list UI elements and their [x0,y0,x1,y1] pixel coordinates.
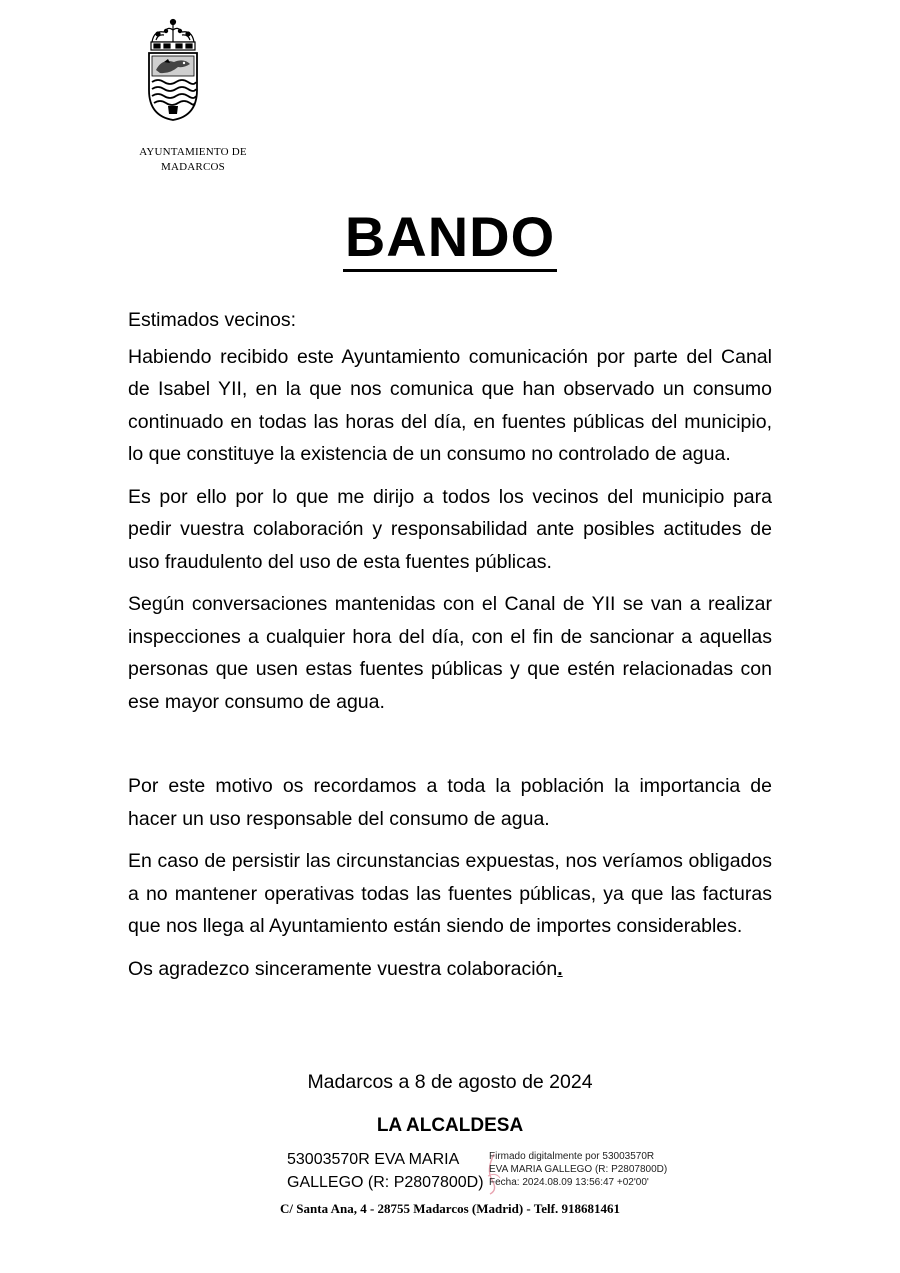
paragraph: Habiendo recibido este Ayuntamiento comunicación por parte del Canal de Isabel YII, en la que nos comunica que han observado un consumo continuado en todas las horas del día, en fuentes públicas del municipio, lo que constituye la existencia de un consumo no controlado de agua. [128,345,772,465]
title-text: BANDO [343,205,557,272]
paragraph: En caso de persistir las circunstancias expuestas, nos veríamos obligados a no mantener operativas todas las fuentes públicas, ya que las facturas que nos llega al Ayuntamiento están siendo de importes considerables. [128,850,772,937]
digital-signature-line-1: Firmado digitalmente por 53003570R [489,1151,655,1162]
greeting: Estimados vecinos: [128,309,296,331]
municipal-crest-icon [144,18,202,122]
spacer [128,728,772,770]
thanks-text: Os agradezco sinceramente vuestra colaboración [128,957,558,980]
paragraph: Por este motivo os recordamos a toda la población la importancia de hacer un uso responsable del consumo de agua. [128,775,772,830]
signer-name [287,1148,484,1194]
footer-address: C/ Santa Ana, 4 - 28755 Madarcos (Madrid) - Telf. 918681461 [280,1201,620,1216]
paragraph: Según conversaciones mantenidas con el Canal de YII se van a realizar inspecciones a cualquier hora del día, con el fin de sancionar a aquellas personas que usen estas fuentes públicas y que estén relacionadas con ese mayor consumo de agua. [128,593,772,713]
organization-line-1: AYUNTAMIENTO DE [139,146,247,158]
thanks-period: . [557,957,563,980]
digital-signature-info [489,1150,667,1189]
document-title [0,205,900,272]
digital-signature-line-2: EVA MARIA GALLEGO (R: P2807800D) [489,1164,668,1175]
paragraph: Es por ello por lo que me dirijo a todos los vecinos del municipio para pedir vuestra colaboración y responsabilidad ante posibles actitudes de uso fraudulento del uso de esta fuentes públicas. [128,485,772,573]
signer-line-1: 53003570R EVA MARIA [287,1151,460,1168]
date-line: Madarcos a 8 de agosto de 2024 [307,1071,593,1093]
organization-line-2: MADARCOS [161,161,225,173]
document-body [128,304,772,995]
signer-line-2: GALLEGO (R: P2807800D) [287,1174,484,1191]
thanks-line [128,953,772,986]
digital-signature-line-3: Fecha: 2024.08.09 13:56:47 +02'00' [489,1177,649,1188]
signer-role: LA ALCALDESA [376,1115,524,1136]
organization-name [120,145,266,175]
